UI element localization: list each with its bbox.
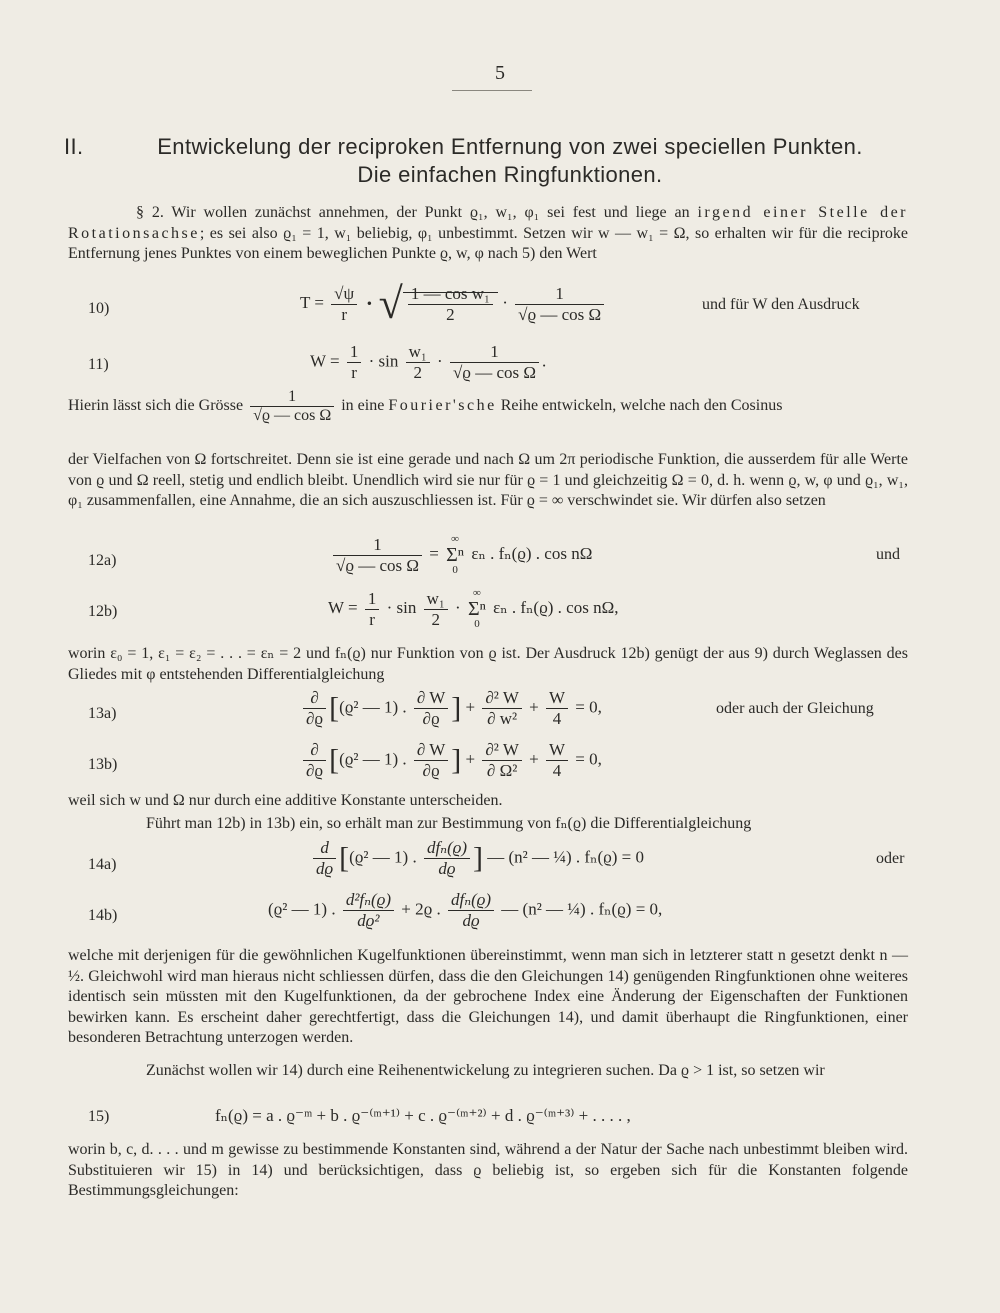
eq12b-sum-top: ∞: [473, 587, 481, 599]
paragraph-9: worin b, c, d. . . . und m gewisse zu bestimmende Konstanten sind, während a der Natur der Sache nach unbestimmt bleiben wird. Substituieren wir 15) in 14) und berücksichtigen, dass ϱ beliebig ist, so ergeben sich für die Konstanten folgende Bestimmungsgleichungen:: [68, 1141, 908, 1199]
eq13a-frac-2: [482, 688, 522, 729]
paragraph-1-text-b: ; es sei also ϱ₁ = 1, w₁ beliebig, φ₁ unbestimmt. Setzen wir w — w₁ = Ω, so erhalten wir für die reciproke Entfernung jenes Punktes von einem beweglichen Punkte ϱ, w, φ nach 5) den Wert: [68, 224, 908, 262]
paragraph-1: [68, 203, 908, 265]
section-title: [60, 134, 960, 160]
eq12a-den: √ϱ — cos Ω: [336, 555, 420, 575]
eq14a-f-den: dϱ: [438, 859, 456, 878]
eq13a-inner: (ϱ² — 1) .: [339, 697, 407, 717]
eq12a-num: 1: [333, 535, 422, 556]
eq13b-plus-2: +: [529, 749, 539, 769]
equation-13b: $\frac{\partial}{\partial ϱ}$ [(ϱ² — 1) . $\frac{\partial W}{\partial ϱ}$ ] + $\frac{\text{∂² W}}{\text{∂ Ω²}}$ + $\frac{W}{4}$ = 0,: [300, 740, 602, 781]
eq14b-frac-1: [343, 890, 394, 931]
eq12a-sum-bottom: 0: [452, 564, 458, 576]
eq13b-frac-d: [303, 740, 326, 781]
eq10-den-2: 2: [446, 304, 455, 324]
eq11-frac-2: [406, 342, 430, 383]
eq14b-frac-2: [448, 890, 494, 931]
eq12a-side-text: und: [876, 546, 900, 563]
eq14a-frac-f: [424, 838, 470, 879]
eq11-num-2: w₁: [406, 342, 430, 363]
inline-fraction: [250, 388, 334, 425]
eq12b-rhs: εₙ . fₙ(ϱ) . cos nΩ,: [493, 597, 619, 617]
eq13b-w-num: ∂ W: [414, 740, 448, 761]
eq14b-num-2: dfₙ(ϱ): [448, 890, 494, 911]
eq12b-frac-1: [365, 589, 380, 630]
eq13b-inner: (ϱ² — 1) .: [339, 749, 407, 769]
eq11-den-2: 2: [413, 363, 422, 382]
paragraph-1-text-a: § 2. Wir wollen zunächst annehmen, der Punkt ϱ₁, w₁, φ₁ sei fest und liege an: [136, 204, 690, 221]
equation-12b: [328, 588, 618, 630]
eq13b-plus-1: +: [465, 749, 476, 769]
page-number: 5: [495, 62, 505, 84]
eq13b-frac-3: [546, 740, 568, 781]
eq14a-side-text: oder: [876, 850, 905, 867]
eq13b-den-2: ∂ Ω²: [486, 761, 518, 780]
eq13a-frac-d: [303, 688, 326, 729]
paragraph-8: Zunächst wollen wir 14) durch eine Reihenentwickelung zu integrieren suchen. Da ϱ > 1 ist, so setzen wir: [146, 1062, 825, 1079]
section-number: II.: [64, 134, 84, 159]
inline-frac-den: √ϱ — cos Ω: [253, 407, 332, 424]
section-title-line-2: Die einfachen Ringfunktionen.: [357, 162, 663, 187]
eq10-num-3: 1: [515, 284, 604, 305]
eq-label-10: 10): [88, 300, 110, 317]
eq-label-12a: 12a): [88, 552, 117, 569]
eq14a-inner: (ϱ² — 1) .: [349, 847, 417, 867]
eq12b-den-1: r: [369, 609, 375, 629]
paragraph-2-text-a: Hierin lässt sich die Grösse: [68, 397, 244, 415]
eq13b-d-num: ∂: [303, 740, 326, 761]
eq11-frac-1: [347, 342, 362, 383]
inline-frac-num: 1: [250, 388, 334, 407]
eq12b-num-1: 1: [365, 589, 380, 610]
eq10-den-3: √ϱ — cos Ω: [518, 304, 602, 324]
eq-label-11: 11): [88, 356, 109, 373]
equation-14a: $\frac{d}{dϱ}$ [(ϱ² — 1) . $\frac{\text{dfₙ(ϱ)}}{dϱ}$ ] — (n² — ¼) . fₙ(ϱ) = 0: [310, 838, 644, 879]
eq12a-equals: =: [429, 543, 439, 563]
paragraph-2-fourier: Fourier'sche: [388, 397, 497, 415]
section-subtitle: [60, 162, 960, 188]
eq13b-w-den: ∂ϱ: [422, 761, 440, 780]
equation-12a: [330, 534, 592, 576]
eq13a-d-num: ∂: [303, 688, 326, 709]
eq13a-side-text: oder auch der Gleichung: [716, 700, 874, 717]
eq-label-13b: 13b): [88, 756, 118, 773]
paragraph-5: weil sich w und Ω nur durch eine additive Konstante unterscheiden.: [68, 792, 503, 809]
equation-14b: [268, 890, 662, 931]
eq13b-frac-w: [414, 740, 448, 781]
eq13a-num-3: W: [546, 688, 568, 709]
eq13b-end: = 0,: [575, 749, 602, 769]
eq14a-rest: — (n² — ¼) . fₙ(ϱ) = 0: [487, 847, 645, 867]
eq12b-num-2: w₁: [424, 589, 448, 610]
eq11-frac-3: [450, 342, 539, 383]
eq13b-den-3: 4: [552, 761, 562, 780]
eq13a-frac-3: [546, 688, 568, 729]
eq14b-lhs: (ϱ² — 1) .: [268, 899, 336, 919]
eq12b-sum-sign: Σⁿ: [467, 598, 486, 620]
eq14b-den-1: dϱ²: [357, 911, 380, 930]
eq13a-end: = 0,: [575, 697, 602, 717]
eq14b-num-1: d²fₙ(ϱ): [343, 890, 394, 911]
eq13b-d-den: ∂ϱ: [306, 761, 324, 780]
eq14a-d-num: d: [313, 838, 336, 859]
eq12a-rhs: εₙ . fₙ(ϱ) . cos nΩ: [471, 543, 593, 563]
eq13a-den-2: ∂ w²: [487, 709, 518, 728]
equation-15: fₙ(ϱ) = a . ϱ⁻ᵐ + b . ϱ⁻⁽ᵐ⁺¹⁾ + c . ϱ⁻⁽ᵐ⁺²⁾ + d . ϱ⁻⁽ᵐ⁺³⁾ + . . . . ,: [215, 1106, 631, 1125]
eq11-num-1: 1: [347, 342, 362, 363]
eq12a-frac: [333, 535, 422, 576]
eq11-num-3: 1: [450, 342, 539, 363]
eq-label-15: 15): [88, 1108, 110, 1125]
eq13b-num-3: W: [546, 740, 568, 761]
eq12b-frac-2: [424, 589, 448, 630]
eq10-frac-2: [408, 284, 493, 325]
eq14a-frac-d: [313, 838, 336, 879]
equation-11: W = $\frac{1}{r}$ · sin $\frac{\text{w₁}}{2}$ · $\frac{1}{\text{√ϱ — cos Ω}}$ .: [310, 342, 547, 382]
eq13b-frac-2: [482, 740, 522, 781]
eq14b-den-2: dϱ: [462, 911, 480, 930]
eq14b-rest: — (n² — ¼) . fₙ(ϱ) = 0,: [501, 899, 663, 919]
eq13a-w-num: ∂ W: [414, 688, 448, 709]
eq13a-d-den: ∂ϱ: [306, 709, 324, 728]
eq11-den-1: r: [351, 363, 357, 382]
eq10-side-text: und für W den Ausdruck: [702, 296, 860, 313]
paragraph-2-text-c: Reihe entwickeln, welche nach den Cosinus: [500, 397, 783, 415]
eq12b-sum: [468, 588, 486, 630]
eq10-frac-1: [331, 284, 357, 325]
equation-13a: $\frac{\partial}{\partial ϱ}$ [(ϱ² — 1) . $\frac{\partial W}{\partial ϱ}$ ] + $\frac{\text{∂² W}}{\text{∂ w²}}$ + $\frac{W}{4}$ = 0,: [300, 688, 602, 729]
eq11-sin: · sin: [368, 351, 399, 371]
eq13a-frac-w: [414, 688, 448, 729]
eq10-den-1: r: [341, 304, 347, 324]
eq10-lhs: T =: [300, 292, 324, 312]
eq-label-12b: 12b): [88, 603, 118, 620]
paragraph-3: der Vielfachen von Ω fortschreitet. Denn sie ist eine gerade und nach Ω um 2π periodische Funktion, die ausserdem für alle Werte von ϱ und Ω reell, stetig und endlich bleibt. Unendlich wird sie nur für ϱ = 1 und gleichzeitig Ω = 0, d. h. wenn ϱ, w, φ und ϱ₁, w₁, φ₁ zusammenfallen, eine Annahme, die an sich auszuschliessen ist. Für ϱ = ∞ verschwindet sie. Wir dürfen also setzen: [68, 451, 908, 509]
eq-label-14a: 14a): [88, 856, 117, 873]
eq-label-13a: 13a): [88, 705, 117, 722]
eq10-num-2: 1 — cos w₁: [408, 284, 493, 305]
eq12a-sum-top: ∞: [451, 533, 460, 545]
eq14b-mid: + 2ϱ .: [401, 899, 441, 919]
eq13a-w-den: ∂ϱ: [422, 709, 440, 728]
paragraph-7: welche mit derjenigen für die gewöhnlichen Kugelfunktionen übereinstimmt, wenn man sich in letzterer statt n gesetzt denkt n — ½. Gleichwohl wird man hieraus nicht schliessen dürfen, dass die den Gleichungen 14) genügenden Ringfunktionen ohne weiteres identisch sein müssten mit den Kugelfunktionen, da der gebrochene Index eine Änderung der Eigenschaften der Funktionen bewirken kann. Es erscheint daher gerechtfertigt, dass die Gleichungen 14), und damit überhaupt die Ringfunktionen, einer besonderen Betrachtung unterzogen werden.: [68, 947, 908, 1046]
paragraph-6: Führt man 12b) in 13b) ein, so erhält man zur Bestimmung von fₙ(ϱ) die Differentialgleichung: [146, 815, 752, 832]
paragraph-1-emphasis: irgend einer Stelle der Rotationsachse: [68, 204, 908, 242]
eq10-num-1: √ψ: [331, 284, 357, 305]
eq12b-lhs: W =: [328, 597, 358, 617]
eq13a-den-3: 4: [552, 709, 562, 728]
section-title-line-1: Entwickelung der reciproken Entfernung von zwei speciellen Punkten.: [157, 134, 863, 159]
eq11-lhs: W =: [310, 351, 340, 371]
eq11-end: .: [542, 351, 547, 371]
eq14a-d-den: dϱ: [316, 859, 334, 878]
eq12b-den-2: 2: [431, 609, 440, 629]
eq12a-sum: [446, 534, 464, 576]
eq13a-plus-2: +: [529, 697, 539, 717]
paragraph-4: worin ε₀ = 1, ε₁ = ε₂ = . . . = εₙ = 2 und fₙ(ϱ) nur Funktion von ϱ ist. Der Ausdruck 12b) genügt der aus 9) durch Weglassen des Gliedes mit φ entstehenden Differentialgleichung: [68, 645, 908, 683]
eq10-frac-3: [515, 284, 604, 325]
eq12b-dot: ·: [455, 597, 461, 617]
eq11-den-3: √ϱ — cos Ω: [452, 363, 536, 382]
eq14a-f-num: dfₙ(ϱ): [424, 838, 470, 859]
paragraph-2: [68, 388, 908, 425]
eq12b-sin: · sin: [386, 597, 417, 617]
page-number-rule: [452, 90, 532, 91]
eq13a-plus-1: +: [465, 697, 476, 717]
eq12a-sum-sign: Σⁿ: [446, 544, 465, 566]
equation-10: T = $\frac{√\psi}{r}$ · √ $\frac{\text{1 — cos w₁}}{2}$ · $\frac{1}{\text{√ϱ — cos Ω}}$: [300, 282, 607, 326]
eq-label-14b: 14b): [88, 907, 118, 924]
eq13b-num-2: ∂² W: [482, 740, 522, 761]
eq13a-num-2: ∂² W: [482, 688, 522, 709]
eq12b-sum-bottom: 0: [474, 618, 480, 630]
paragraph-2-text-b: in eine: [341, 397, 385, 415]
